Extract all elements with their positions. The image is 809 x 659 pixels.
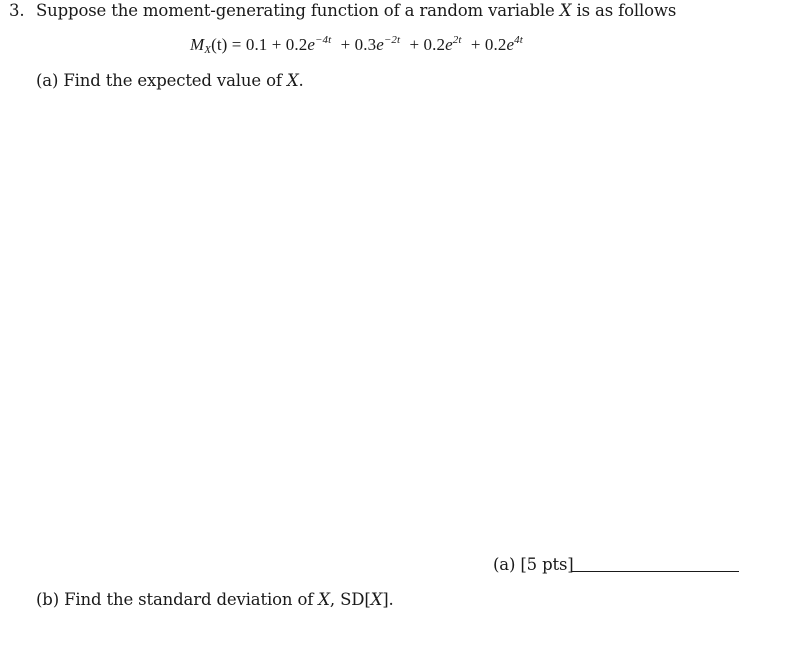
random-variable: X [559, 1, 572, 20]
problem-intro-end: is as follows [571, 1, 677, 20]
exp-base: e [307, 35, 315, 54]
part-a-variable: X [286, 71, 299, 90]
mgf-subscript: X [204, 44, 212, 56]
exponent: −4t [314, 34, 332, 46]
coefficient: + 0.3 [336, 35, 377, 54]
problem-statement [9, 1, 676, 20]
exp-base: e [506, 35, 515, 54]
part-b-question [36, 590, 394, 609]
answer-a-blank[interactable] [571, 571, 739, 572]
part-b-variable-2: X [370, 590, 383, 609]
problem-number: 3. [9, 1, 25, 20]
part-a-question [36, 71, 304, 90]
part-b-text: (b) Find the standard deviation of [36, 590, 319, 609]
exponent: 4t [514, 34, 523, 46]
part-a-period: . [298, 71, 304, 90]
problem-intro: Suppose the moment-generating function of a random variable [36, 1, 560, 20]
part-b-sd-open: , SD[ [329, 590, 371, 609]
exponent: −2t [383, 34, 401, 46]
mgf-constant-term: = 0.1 + 0.2 [227, 35, 308, 54]
coefficient: + 0.2 [405, 35, 446, 54]
part-a-text: (a) Find the expected value of [36, 71, 287, 90]
coefficient: + 0.2 [466, 35, 507, 54]
exp-base: e [376, 35, 384, 54]
part-b-variable: X [318, 590, 330, 609]
part-b-sd-close: ]. [382, 590, 394, 609]
mgf-argument: (t) [211, 35, 228, 54]
mgf-equation [190, 34, 523, 56]
exponent: 2t [452, 34, 462, 46]
exp-base: e [445, 35, 453, 54]
answer-a-label: (a) [5 pts] [493, 555, 574, 574]
mgf-function-symbol: M [190, 35, 205, 54]
